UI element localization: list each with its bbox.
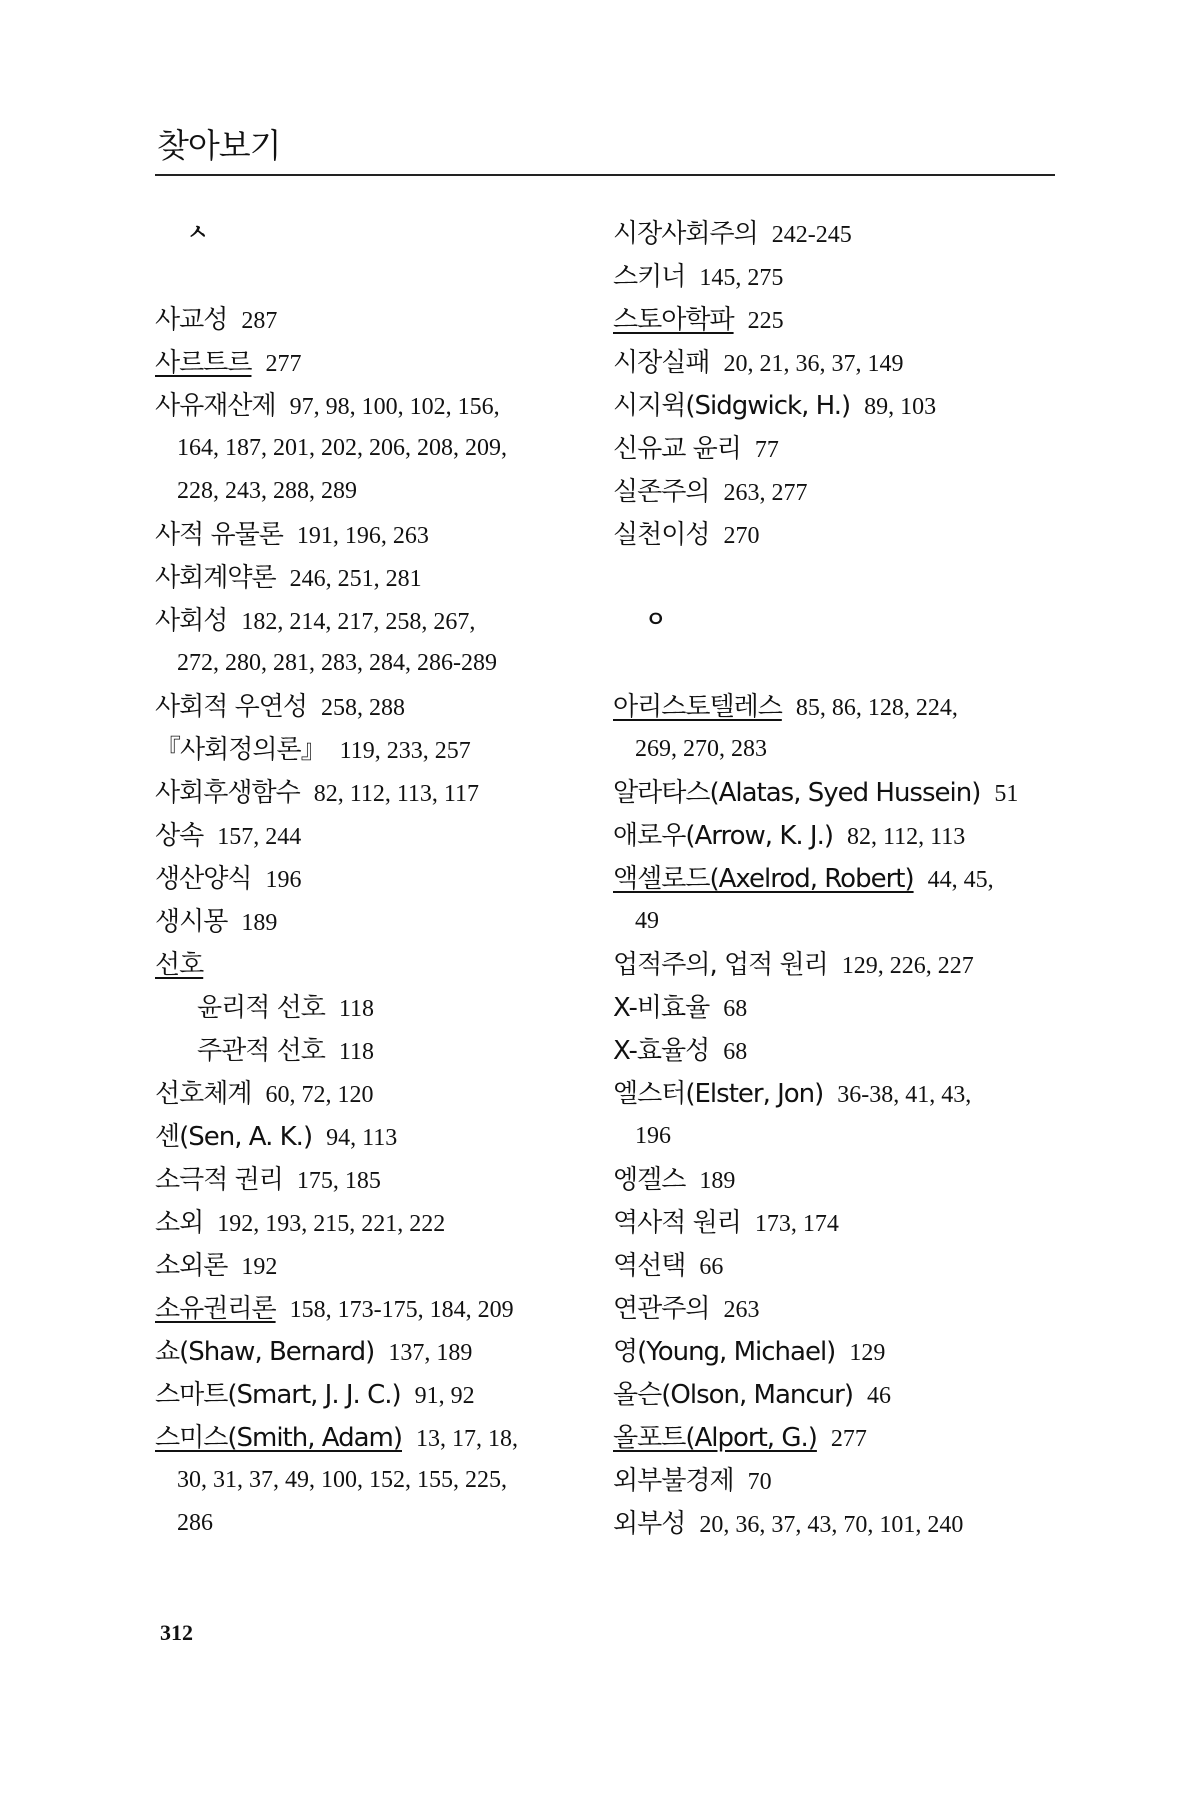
page-refs: 66 xyxy=(699,1254,724,1280)
index-entry xyxy=(613,1416,1058,1459)
index-term: 애로우(Arrow, K. J.) xyxy=(613,821,833,851)
index-entry xyxy=(613,1330,1058,1373)
page-refs: 82, 112, 113, 117 xyxy=(313,781,480,807)
page-refs: 277 xyxy=(265,351,302,377)
index-entry xyxy=(613,298,1058,341)
index-entry xyxy=(155,814,595,857)
page-refs: 91, 92 xyxy=(414,1383,475,1409)
index-term: 소극적 권리 xyxy=(155,1165,283,1195)
index-term: 스키너 xyxy=(613,262,686,292)
index-entry xyxy=(613,771,1058,814)
index-entry xyxy=(613,1459,1058,1502)
index-entry xyxy=(613,685,1058,728)
section-heading: ㅇ xyxy=(645,608,667,633)
index-entry xyxy=(155,1115,595,1158)
index-term: 『사회정의론』 xyxy=(155,735,326,765)
page-refs: 13, 17, 18, xyxy=(416,1426,518,1452)
page-refs: 196 xyxy=(265,867,302,893)
page-refs: 36-38, 41, 43, xyxy=(837,1082,972,1108)
page-refs: 68 xyxy=(723,996,748,1022)
index-term: 역사적 원리 xyxy=(613,1208,741,1238)
index-term: 주관적 선호 xyxy=(197,1036,325,1066)
index-term: 올슨(Olson, Mancur) xyxy=(613,1380,853,1410)
index-entry xyxy=(155,685,595,728)
page-refs: 263 xyxy=(723,1297,760,1323)
index-term: 쇼(Shaw, Bernard) xyxy=(155,1337,375,1367)
page-refs: 192, 193, 215, 221, 222 xyxy=(217,1211,446,1237)
page-refs: 97, 98, 100, 102, 156, xyxy=(289,394,500,420)
index-term: 아리스토텔레스 xyxy=(613,692,782,722)
index-term: 사유재산제 xyxy=(155,391,276,421)
index-term: 스마트(Smart, J. J. C.) xyxy=(155,1380,401,1410)
index-term: 생산양식 xyxy=(155,864,252,894)
index-entry xyxy=(155,1287,595,1330)
page-refs: 46 xyxy=(866,1383,891,1409)
page-refs: 85, 86, 128, 224, xyxy=(795,695,958,721)
index-term: 선호 xyxy=(155,950,204,980)
page-refs-continued: 49 xyxy=(635,908,659,934)
index-entry xyxy=(613,1502,1058,1545)
page-refs: 51 xyxy=(994,781,1019,807)
page-refs: 20, 36, 37, 43, 70, 101, 240 xyxy=(699,1512,964,1538)
page-number: 312 xyxy=(160,1620,193,1645)
index-term: 실천이성 xyxy=(613,520,710,550)
page-refs-continued: 30, 31, 37, 49, 100, 152, 155, 225, xyxy=(177,1467,507,1493)
index-term: 스토아학파 xyxy=(613,305,734,335)
page-title: 찾아보기 xyxy=(157,126,281,165)
page-refs: 175, 185 xyxy=(296,1168,381,1194)
page-refs: 44, 45, xyxy=(927,867,994,893)
index-term: 소유권리론 xyxy=(155,1294,276,1324)
page-refs: 157, 244 xyxy=(217,824,302,850)
index-term: 윤리적 선호 xyxy=(197,993,325,1023)
index-entry xyxy=(155,298,595,341)
page-refs: 145, 275 xyxy=(699,265,784,291)
index-term: 사교성 xyxy=(155,305,228,335)
page-refs-continued: 272, 280, 281, 283, 284, 286-289 xyxy=(177,650,497,676)
page-refs-continued: 164, 187, 201, 202, 206, 208, 209, xyxy=(177,435,507,461)
index-term: 사적 유물론 xyxy=(155,520,283,550)
index-entry xyxy=(155,728,595,771)
page-refs-continued: 196 xyxy=(635,1123,671,1149)
index-entry xyxy=(613,513,1058,556)
index-entry xyxy=(155,556,595,599)
page-refs: 189 xyxy=(699,1168,736,1194)
index-entry xyxy=(155,900,595,943)
index-term: 상속 xyxy=(155,821,204,851)
index-term: 시장사회주의 xyxy=(613,219,758,249)
index-entry xyxy=(155,1072,595,1115)
index-term: 외부불경제 xyxy=(613,1466,734,1496)
page-refs: 129 xyxy=(849,1340,886,1366)
page-refs: 277 xyxy=(830,1426,867,1452)
index-entry xyxy=(155,599,595,642)
index-term: 역선택 xyxy=(613,1251,686,1281)
index-term: 엥겔스 xyxy=(613,1165,686,1195)
index-entry xyxy=(613,341,1058,384)
index-entry xyxy=(613,384,1058,427)
page-refs: 263, 277 xyxy=(723,480,808,506)
page-refs: 191, 196, 263 xyxy=(296,523,429,549)
page-refs: 287 xyxy=(241,308,278,334)
index-term: 실존주의 xyxy=(613,477,710,507)
page-refs: 258, 288 xyxy=(320,695,405,721)
index-entry xyxy=(613,814,1058,857)
index-term: 업적주의, 업적 원리 xyxy=(613,950,828,980)
index-term: 소외론 xyxy=(155,1251,228,1281)
index-term: 사회후생함수 xyxy=(155,778,300,808)
index-entry xyxy=(613,1158,1058,1201)
index-term: 센(Sen, A. K.) xyxy=(155,1122,313,1152)
index-term: 연관주의 xyxy=(613,1294,710,1324)
index-term: 외부성 xyxy=(613,1509,686,1539)
index-entry xyxy=(613,427,1058,470)
index-entry xyxy=(613,255,1058,298)
spacer xyxy=(613,642,1058,685)
index-entry xyxy=(155,1373,595,1416)
index-entries xyxy=(613,685,1058,1545)
index-term: 생시몽 xyxy=(155,907,228,937)
index-entry xyxy=(613,986,1058,1029)
index-column-left xyxy=(155,212,595,1545)
header-rule xyxy=(155,174,1055,176)
index-entry xyxy=(613,857,1058,900)
section-heading: ㅅ xyxy=(187,221,209,246)
index-term: 신유교 윤리 xyxy=(613,434,741,464)
index-term: 시지윅(Sidgwick, H.) xyxy=(613,391,851,421)
page-refs: 77 xyxy=(754,437,779,463)
page-refs: 137, 189 xyxy=(388,1340,473,1366)
index-term: 액셀로드(Axelrod, Robert) xyxy=(613,864,914,894)
index-entry xyxy=(613,1072,1058,1115)
page-refs-continued: 269, 270, 283 xyxy=(635,736,767,762)
index-term: 사회계약론 xyxy=(155,563,276,593)
page-refs: 158, 173-175, 184, 209 xyxy=(289,1297,514,1323)
page-refs: 270 xyxy=(723,523,760,549)
index-term: 올포트(Alport, G.) xyxy=(613,1423,817,1453)
page-refs: 118 xyxy=(338,996,374,1022)
spacer xyxy=(155,255,595,298)
index-entry xyxy=(613,470,1058,513)
page-refs: 119, 233, 257 xyxy=(339,738,471,764)
index-term: 사회성 xyxy=(155,606,228,636)
index-entry xyxy=(155,1330,595,1373)
index-entry xyxy=(613,1029,1058,1072)
index-entry xyxy=(155,857,595,900)
index-term: X-효율성 xyxy=(613,1036,710,1066)
page-refs: 129, 226, 227 xyxy=(841,953,974,979)
page-refs: 189 xyxy=(241,910,278,936)
page-refs: 70 xyxy=(747,1469,772,1495)
index-entry xyxy=(613,212,1058,255)
index-term: 엘스터(Elster, Jon) xyxy=(613,1079,824,1109)
index-entry xyxy=(613,1373,1058,1416)
index-term: X-비효율 xyxy=(613,993,710,1023)
index-entry xyxy=(155,1416,595,1459)
page-refs: 20, 21, 36, 37, 149 xyxy=(723,351,904,377)
page-refs: 242-245 xyxy=(771,222,852,248)
page-refs-continued: 228, 243, 288, 289 xyxy=(177,478,357,504)
index-entry xyxy=(155,1029,595,1072)
index-column-right xyxy=(613,212,1058,1545)
index-term: 사회적 우연성 xyxy=(155,692,307,722)
index-term: 사르트르 xyxy=(155,348,252,378)
page-refs: 182, 214, 217, 258, 267, xyxy=(241,609,476,635)
index-term: 스미스(Smith, Adam) xyxy=(155,1423,402,1453)
page-refs: 192 xyxy=(241,1254,278,1280)
index-entry xyxy=(155,943,595,986)
page-refs: 118 xyxy=(338,1039,374,1065)
index-entry xyxy=(155,341,595,384)
index-entry xyxy=(613,1287,1058,1330)
index-entries xyxy=(155,298,595,1545)
index-term: 소외 xyxy=(155,1208,204,1238)
page-refs: 68 xyxy=(723,1039,748,1065)
index-entry xyxy=(155,771,595,814)
page-refs: 60, 72, 120 xyxy=(265,1082,374,1108)
index-term: 시장실패 xyxy=(613,348,710,378)
index-entry xyxy=(613,943,1058,986)
index-entry xyxy=(155,513,595,556)
index-term: 영(Young, Michael) xyxy=(613,1337,836,1367)
index-entry xyxy=(155,986,595,1029)
page-refs: 94, 113 xyxy=(326,1125,398,1151)
spacer xyxy=(613,556,1058,599)
index-entry xyxy=(155,1244,595,1287)
index-term: 선호체계 xyxy=(155,1079,252,1109)
index-entry xyxy=(155,1201,595,1244)
index-entries xyxy=(613,212,1058,556)
page-refs-continued: 286 xyxy=(177,1510,213,1536)
index-entry xyxy=(613,1201,1058,1244)
index-entry xyxy=(155,384,595,427)
index-entry xyxy=(155,1158,595,1201)
index-term: 알라타스(Alatas, Syed Hussein) xyxy=(613,778,981,808)
page-refs: 89, 103 xyxy=(864,394,937,420)
page-refs: 173, 174 xyxy=(754,1211,839,1237)
page-refs: 225 xyxy=(747,308,784,334)
index-entry xyxy=(613,1244,1058,1287)
page-refs: 246, 251, 281 xyxy=(289,566,422,592)
page-refs: 82, 112, 113 xyxy=(847,824,966,850)
